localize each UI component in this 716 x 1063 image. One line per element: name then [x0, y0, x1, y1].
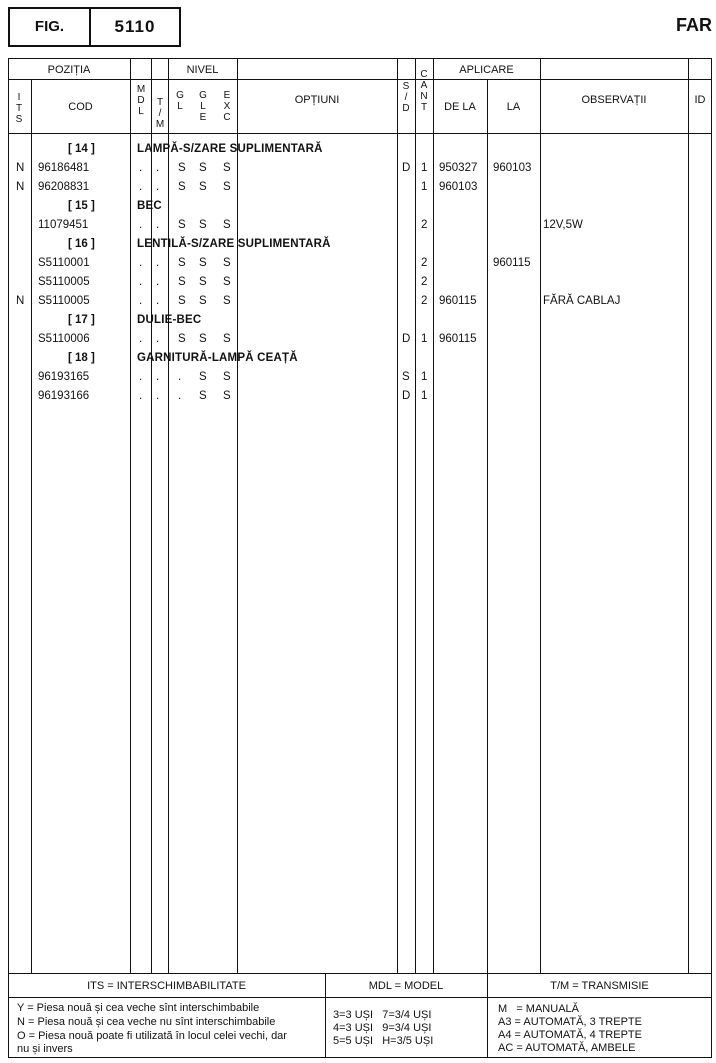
header-mdl: M D L	[136, 84, 146, 117]
gle-cell: S	[199, 257, 207, 269]
figure-box	[8, 7, 181, 47]
footer-its-line: N = Piesa nouă și cea veche nu sînt interschimbabile	[17, 1016, 276, 1028]
cant-cell: 2	[421, 257, 428, 269]
dela-cell: 960115	[439, 295, 477, 307]
gl-cell: .	[178, 371, 182, 383]
mdl-cell: .	[139, 371, 143, 383]
mdl-cell: .	[139, 162, 143, 174]
group-position: [ 16 ]	[68, 238, 95, 250]
gl-cell: S	[178, 257, 186, 269]
table-row	[0, 330, 716, 349]
table-row	[0, 254, 716, 273]
table-row	[0, 216, 716, 235]
footer-tm-title: T/M = TRANSMISIE	[550, 980, 649, 992]
cod-cell: 96193166	[38, 390, 90, 402]
header-id: ID	[694, 94, 706, 106]
tm-cell: .	[156, 276, 160, 288]
table-row	[0, 178, 716, 197]
cant-cell: 1	[421, 371, 428, 383]
mdl-cell: .	[139, 276, 143, 288]
cod-cell: 96186481	[38, 162, 90, 174]
header-sd: S / D	[402, 81, 410, 114]
footer-its-line: nu și invers	[17, 1043, 73, 1055]
tm-cell: .	[156, 162, 160, 174]
dela-cell: 960115	[439, 333, 477, 345]
group-title: DULIE-BEC	[137, 314, 202, 326]
exc-cell: S	[223, 276, 231, 288]
cod-cell: 11079451	[38, 219, 89, 231]
header-gle: G L E	[199, 90, 207, 123]
footer-its-title: ITS = INTERSCHIMBABILITATE	[87, 980, 246, 992]
exc-cell: S	[223, 219, 231, 231]
header-exc: E X C	[223, 90, 231, 123]
header-observatii: OBSERVAȚII	[581, 94, 647, 106]
footer-tm-line: A3 = AUTOMATĂ, 3 TREPTE	[498, 1016, 642, 1028]
footer-mdl-line: 5=5 UȘI H=3/5 UȘI	[333, 1035, 434, 1047]
cod-cell: S5110005	[38, 276, 90, 288]
cod-cell: S5110005	[38, 295, 90, 307]
exc-cell: S	[223, 181, 231, 193]
sd-cell: S	[402, 371, 410, 383]
footer-mdl-line: 4=3 UȘI 9=3/4 UȘI	[333, 1022, 432, 1034]
group-title: BEC	[137, 200, 162, 212]
cant-cell: 1	[421, 333, 428, 345]
section-code: FAR	[676, 15, 712, 35]
exc-cell: S	[223, 257, 231, 269]
cod-cell: S5110006	[38, 333, 90, 345]
group-position: [ 18 ]	[68, 352, 95, 364]
mdl-cell: .	[139, 295, 143, 307]
header-la: LA	[506, 101, 521, 113]
cant-cell: 1	[421, 390, 428, 402]
footer-its-line: O = Piesa nouă poate fi utilizată în locul celei vechi, dar	[17, 1030, 287, 1042]
group-row	[0, 349, 716, 368]
mdl-cell: .	[139, 333, 143, 345]
cod-cell: 96208831	[38, 181, 90, 193]
cod-cell: 96193165	[38, 371, 90, 383]
gl-cell: S	[178, 181, 186, 193]
header-bottom-line	[8, 133, 712, 134]
gl-cell: .	[178, 390, 182, 402]
mdl-cell: .	[139, 181, 143, 193]
table-row	[0, 368, 716, 387]
exc-cell: S	[223, 295, 231, 307]
group-title: LENTILĂ-S/ZARE SUPLIMENTARĂ	[137, 238, 331, 250]
sd-cell: D	[402, 390, 411, 402]
header-gl: G L	[176, 90, 184, 112]
la-cell: 960103	[493, 162, 532, 174]
tm-cell: .	[156, 333, 160, 345]
gl-cell: S	[178, 333, 186, 345]
la-cell: 960115	[493, 257, 531, 269]
header-tm: T / M	[155, 97, 165, 130]
footer-title-line	[8, 997, 712, 998]
gl-cell: S	[178, 295, 186, 307]
group-row	[0, 140, 716, 159]
group-position: [ 17 ]	[68, 314, 95, 326]
cant-cell: 2	[421, 276, 428, 288]
table-row	[0, 159, 716, 178]
gle-cell: S	[199, 162, 207, 174]
tm-cell: .	[156, 181, 160, 193]
exc-cell: S	[223, 162, 231, 174]
footer-mdl-title: MDL = MODEL	[368, 980, 444, 992]
header-aplicare: APLICARE	[459, 64, 514, 76]
mdl-cell: .	[139, 219, 143, 231]
cant-cell: 2	[421, 295, 428, 307]
header-dela: DE LA	[444, 101, 476, 113]
tm-cell: .	[156, 390, 160, 402]
tm-cell: .	[156, 295, 160, 307]
gle-cell: S	[199, 219, 207, 231]
group-row	[0, 311, 716, 330]
tm-cell: .	[156, 219, 160, 231]
footer-its-line: Y = Piesa nouă și cea veche sînt interschimbabile	[17, 1002, 260, 1014]
gle-cell: S	[199, 276, 207, 288]
gle-cell: S	[199, 390, 207, 402]
header-cant: C A N T	[420, 69, 428, 113]
observatii-cell: 12V,5W	[543, 219, 583, 231]
group-position: [ 14 ]	[68, 143, 95, 155]
cod-cell: S5110001	[38, 257, 90, 269]
figure-number: 5110	[114, 17, 156, 36]
gle-cell: S	[199, 371, 207, 383]
its-cell: N	[16, 181, 25, 193]
its-cell: N	[16, 162, 25, 174]
group-row	[0, 235, 716, 254]
group-row	[0, 197, 716, 216]
footer-mdl-line: 3=3 UȘI 7=3/4 UȘI	[333, 1009, 432, 1021]
header-nivel: NIVEL	[186, 64, 219, 76]
tm-cell: .	[156, 257, 160, 269]
observatii-cell: FĂRĂ CABLAJ	[543, 295, 621, 307]
dela-cell: 950327	[439, 162, 478, 174]
figure-label: FIG.	[34, 18, 65, 35]
gl-cell: S	[178, 162, 186, 174]
group-position: [ 15 ]	[68, 200, 95, 212]
header-optiuni: OPȚIUNI	[294, 94, 340, 106]
header-its: I T S	[15, 92, 23, 125]
tm-cell: .	[156, 371, 160, 383]
sd-cell: D	[402, 162, 411, 174]
header-subline-left	[8, 79, 712, 80]
its-cell: N	[16, 295, 25, 307]
gle-cell: S	[199, 295, 207, 307]
gl-cell: S	[178, 276, 186, 288]
mdl-cell: .	[139, 390, 143, 402]
group-title: GARNITURĂ-LAMPĂ CEAȚĂ	[137, 352, 298, 364]
group-title: LAMPĂ-S/ZARE SUPLIMENTARĂ	[137, 143, 323, 155]
table-row	[0, 292, 716, 311]
cant-cell: 1	[421, 181, 428, 193]
nivel-subline	[168, 79, 237, 80]
gle-cell: S	[199, 333, 207, 345]
footer-tm-line: M = MANUALĂ	[498, 1003, 579, 1015]
footer-tm-line: A4 = AUTOMATĂ, 4 TREPTE	[498, 1029, 642, 1041]
exc-cell: S	[223, 390, 231, 402]
body-bottom-line	[8, 973, 712, 974]
table-row	[0, 273, 716, 292]
exc-cell: S	[223, 333, 231, 345]
sd-cell: D	[402, 333, 411, 345]
gle-cell: S	[199, 181, 207, 193]
header-pozitia: POZIȚIA	[47, 64, 91, 76]
cant-cell: 2	[421, 219, 428, 231]
aplicare-subline	[433, 79, 540, 80]
exc-cell: S	[223, 371, 231, 383]
header-cod: COD	[68, 101, 93, 113]
cant-cell: 1	[421, 162, 428, 174]
gl-cell: S	[178, 219, 186, 231]
mdl-cell: .	[139, 257, 143, 269]
footer-tm-line: AC = AUTOMATĂ, AMBELE	[498, 1042, 636, 1054]
dela-cell: 960103	[439, 181, 478, 193]
table-row	[0, 387, 716, 406]
